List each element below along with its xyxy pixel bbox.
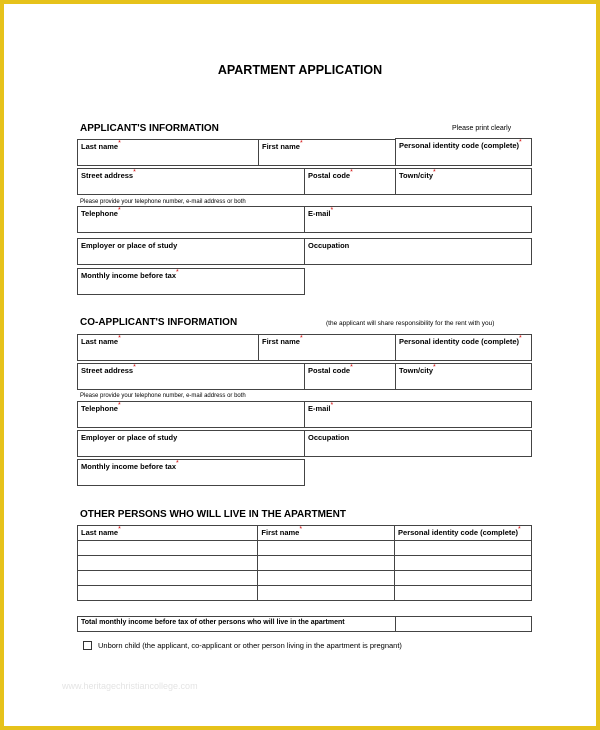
- label: Postal code: [308, 171, 351, 180]
- cell[interactable]: [258, 556, 395, 571]
- coapplicant-street-field[interactable]: [77, 363, 305, 390]
- applicant-street-field[interactable]: [77, 168, 305, 195]
- unborn-child-label: Unborn child (the applicant, co-applicant or other person living in the apartment is pregnant): [98, 641, 402, 650]
- col-last-name: [78, 526, 258, 541]
- cell[interactable]: [395, 571, 532, 586]
- required-mark: *: [133, 169, 136, 176]
- label: Street address: [81, 171, 134, 180]
- label: Town/city: [399, 171, 434, 180]
- label: Occupation: [308, 241, 350, 250]
- label: Personal identity code (complete): [398, 528, 519, 537]
- cell[interactable]: [258, 571, 395, 586]
- applicant-contact-note: Please provide your telephone number, e-mail address or both: [80, 199, 246, 205]
- label: E-mail: [308, 209, 331, 218]
- cell[interactable]: [78, 556, 258, 571]
- label: Employer or place of study: [81, 241, 178, 250]
- cell[interactable]: [78, 541, 258, 556]
- required-mark: *: [519, 335, 522, 342]
- required-mark: *: [133, 364, 136, 371]
- coapplicant-note: (the applicant will share responsibility for the rent with you): [326, 320, 495, 327]
- cell[interactable]: [78, 571, 258, 586]
- applicant-postal-field[interactable]: [304, 168, 396, 195]
- applicant-last-name-field[interactable]: [77, 139, 259, 166]
- table-row: [78, 586, 532, 601]
- required-mark: *: [299, 335, 303, 342]
- required-mark: *: [330, 402, 334, 409]
- cell[interactable]: [78, 586, 258, 601]
- applicant-telephone-field[interactable]: [77, 206, 305, 233]
- required-mark: *: [118, 526, 121, 533]
- coapplicant-heading: CO-APPLICANT'S INFORMATION: [80, 317, 238, 328]
- label: First name: [262, 142, 300, 151]
- required-mark: *: [433, 364, 436, 371]
- label: Street address: [81, 366, 134, 375]
- label: Occupation: [308, 433, 350, 442]
- required-mark: *: [118, 335, 121, 342]
- total-income-table: [77, 616, 532, 632]
- table-row: [78, 556, 532, 571]
- applicant-town-field[interactable]: [395, 168, 532, 195]
- coapplicant-income-field[interactable]: [77, 459, 305, 486]
- print-clearly-note: Please print clearly: [452, 125, 512, 132]
- required-mark: *: [176, 460, 179, 467]
- cell[interactable]: [258, 586, 395, 601]
- label: Employer or place of study: [81, 433, 178, 442]
- label: Town/city: [399, 366, 434, 375]
- coapplicant-email-field[interactable]: [304, 401, 532, 428]
- coapplicant-contact-note: Please provide your telephone number, e-mail address or both: [80, 393, 246, 399]
- required-mark: *: [299, 526, 303, 533]
- applicant-occupation-field[interactable]: [304, 238, 532, 265]
- form-page: [4, 4, 596, 726]
- applicant-first-name-field[interactable]: [258, 139, 396, 166]
- total-income-label: Total monthly income before tax of other persons who will live in the apartment: [78, 617, 396, 632]
- label: Telephone: [81, 209, 118, 218]
- coapplicant-employer-field[interactable]: [77, 430, 305, 457]
- cell[interactable]: [395, 556, 532, 571]
- label: Monthly income before tax: [81, 462, 177, 471]
- coapplicant-personal-id-field[interactable]: [395, 334, 532, 361]
- coapplicant-town-field[interactable]: [395, 363, 532, 390]
- label: First name: [261, 528, 300, 537]
- applicant-income-field[interactable]: [77, 268, 305, 295]
- label: Telephone: [81, 404, 118, 413]
- table-row: [78, 617, 532, 632]
- coapplicant-first-name-field[interactable]: [258, 334, 396, 361]
- cell[interactable]: [258, 541, 395, 556]
- required-mark: *: [350, 169, 353, 176]
- required-mark: *: [433, 169, 436, 176]
- label: Monthly income before tax: [81, 271, 177, 280]
- col-first-name: [258, 526, 395, 541]
- label: First name: [262, 337, 300, 346]
- others-heading: OTHER PERSONS WHO WILL LIVE IN THE APARTMENT: [80, 509, 346, 520]
- label: E-mail: [308, 404, 331, 413]
- label: Personal identity code (complete): [399, 141, 520, 150]
- applicant-heading: APPLICANT'S INFORMATION: [80, 123, 219, 134]
- applicant-employer-field[interactable]: [77, 238, 305, 265]
- table-header-row: [78, 526, 532, 541]
- label: Last name: [81, 528, 119, 537]
- table-row: [78, 571, 532, 586]
- required-mark: *: [518, 526, 521, 533]
- coapplicant-postal-field[interactable]: [304, 363, 396, 390]
- page-title: APARTMENT APPLICATION: [217, 63, 383, 77]
- col-personal-id: [395, 526, 532, 541]
- label: Personal identity code (complete): [399, 337, 520, 346]
- cell[interactable]: [395, 586, 532, 601]
- coapplicant-telephone-field[interactable]: [77, 401, 305, 428]
- required-mark: *: [350, 364, 353, 371]
- total-income-field[interactable]: [395, 617, 531, 632]
- required-mark: *: [176, 269, 179, 276]
- label: Last name: [81, 337, 119, 346]
- coapplicant-occupation-field[interactable]: [304, 430, 532, 457]
- required-mark: *: [117, 402, 121, 409]
- applicant-personal-id-field[interactable]: [395, 138, 532, 166]
- watermark: www.heritagechristiancollege.com: [62, 681, 198, 691]
- others-table: [77, 525, 532, 601]
- required-mark: *: [330, 207, 334, 214]
- label: Postal code: [308, 366, 351, 375]
- unborn-child-row: [83, 641, 402, 650]
- unborn-child-checkbox[interactable]: [83, 641, 92, 650]
- cell[interactable]: [395, 541, 532, 556]
- required-mark: *: [117, 207, 121, 214]
- table-row: [78, 541, 532, 556]
- required-mark: *: [299, 140, 303, 147]
- applicant-email-field[interactable]: [304, 206, 532, 233]
- required-mark: *: [519, 139, 522, 146]
- required-mark: *: [118, 140, 121, 147]
- label: Last name: [81, 142, 119, 151]
- coapplicant-last-name-field[interactable]: [77, 334, 259, 361]
